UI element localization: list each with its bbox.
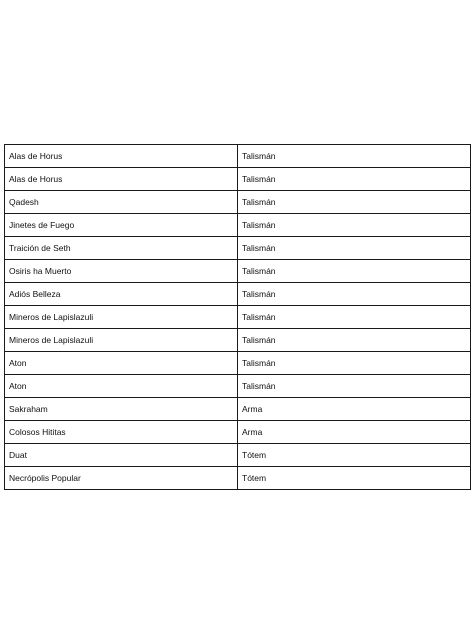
card-type-cell: Talismán: [238, 145, 471, 168]
card-table: [4, 144, 471, 490]
card-type-cell: Talismán: [238, 283, 471, 306]
card-type-cell: Tótem: [238, 467, 471, 490]
card-name-cell: Traición de Seth: [5, 237, 238, 260]
table-row: [5, 375, 471, 398]
table-row: [5, 283, 471, 306]
card-name-cell: Jinetes de Fuego: [5, 214, 238, 237]
table-row: [5, 214, 471, 237]
card-name-cell: Adiós Belleza: [5, 283, 238, 306]
table-row: [5, 398, 471, 421]
table-row: [5, 421, 471, 444]
card-type-cell: Talismán: [238, 191, 471, 214]
card-name-cell: Aton: [5, 375, 238, 398]
card-name-cell: Mineros de Lapislazuli: [5, 306, 238, 329]
card-type-cell: Talismán: [238, 260, 471, 283]
card-type-cell: Talismán: [238, 168, 471, 191]
card-type-cell: Talismán: [238, 352, 471, 375]
card-type-cell: Talismán: [238, 329, 471, 352]
card-name-cell: Osiris ha Muerto: [5, 260, 238, 283]
card-type-cell: Talismán: [238, 237, 471, 260]
card-name-cell: Mineros de Lapislazuli: [5, 329, 238, 352]
table-row: [5, 329, 471, 352]
table-row: [5, 260, 471, 283]
card-type-cell: Arma: [238, 421, 471, 444]
table-row: [5, 306, 471, 329]
card-type-cell: Arma: [238, 398, 471, 421]
card-type-cell: Tótem: [238, 444, 471, 467]
table-row: [5, 444, 471, 467]
card-name-cell: Sakraham: [5, 398, 238, 421]
card-table-body: [5, 145, 471, 490]
card-type-cell: Talismán: [238, 375, 471, 398]
table-row: [5, 467, 471, 490]
table-row: [5, 237, 471, 260]
card-name-cell: Qadesh: [5, 191, 238, 214]
card-type-cell: Talismán: [238, 214, 471, 237]
card-name-cell: Alas de Horus: [5, 168, 238, 191]
card-type-cell: Talismán: [238, 306, 471, 329]
card-name-cell: Necrópolis Popular: [5, 467, 238, 490]
table-row: [5, 191, 471, 214]
table-row: [5, 168, 471, 191]
table-row: [5, 145, 471, 168]
card-name-cell: Colosos Hititas: [5, 421, 238, 444]
card-name-cell: Aton: [5, 352, 238, 375]
card-name-cell: Duat: [5, 444, 238, 467]
table-row: [5, 352, 471, 375]
card-name-cell: Alas de Horus: [5, 145, 238, 168]
